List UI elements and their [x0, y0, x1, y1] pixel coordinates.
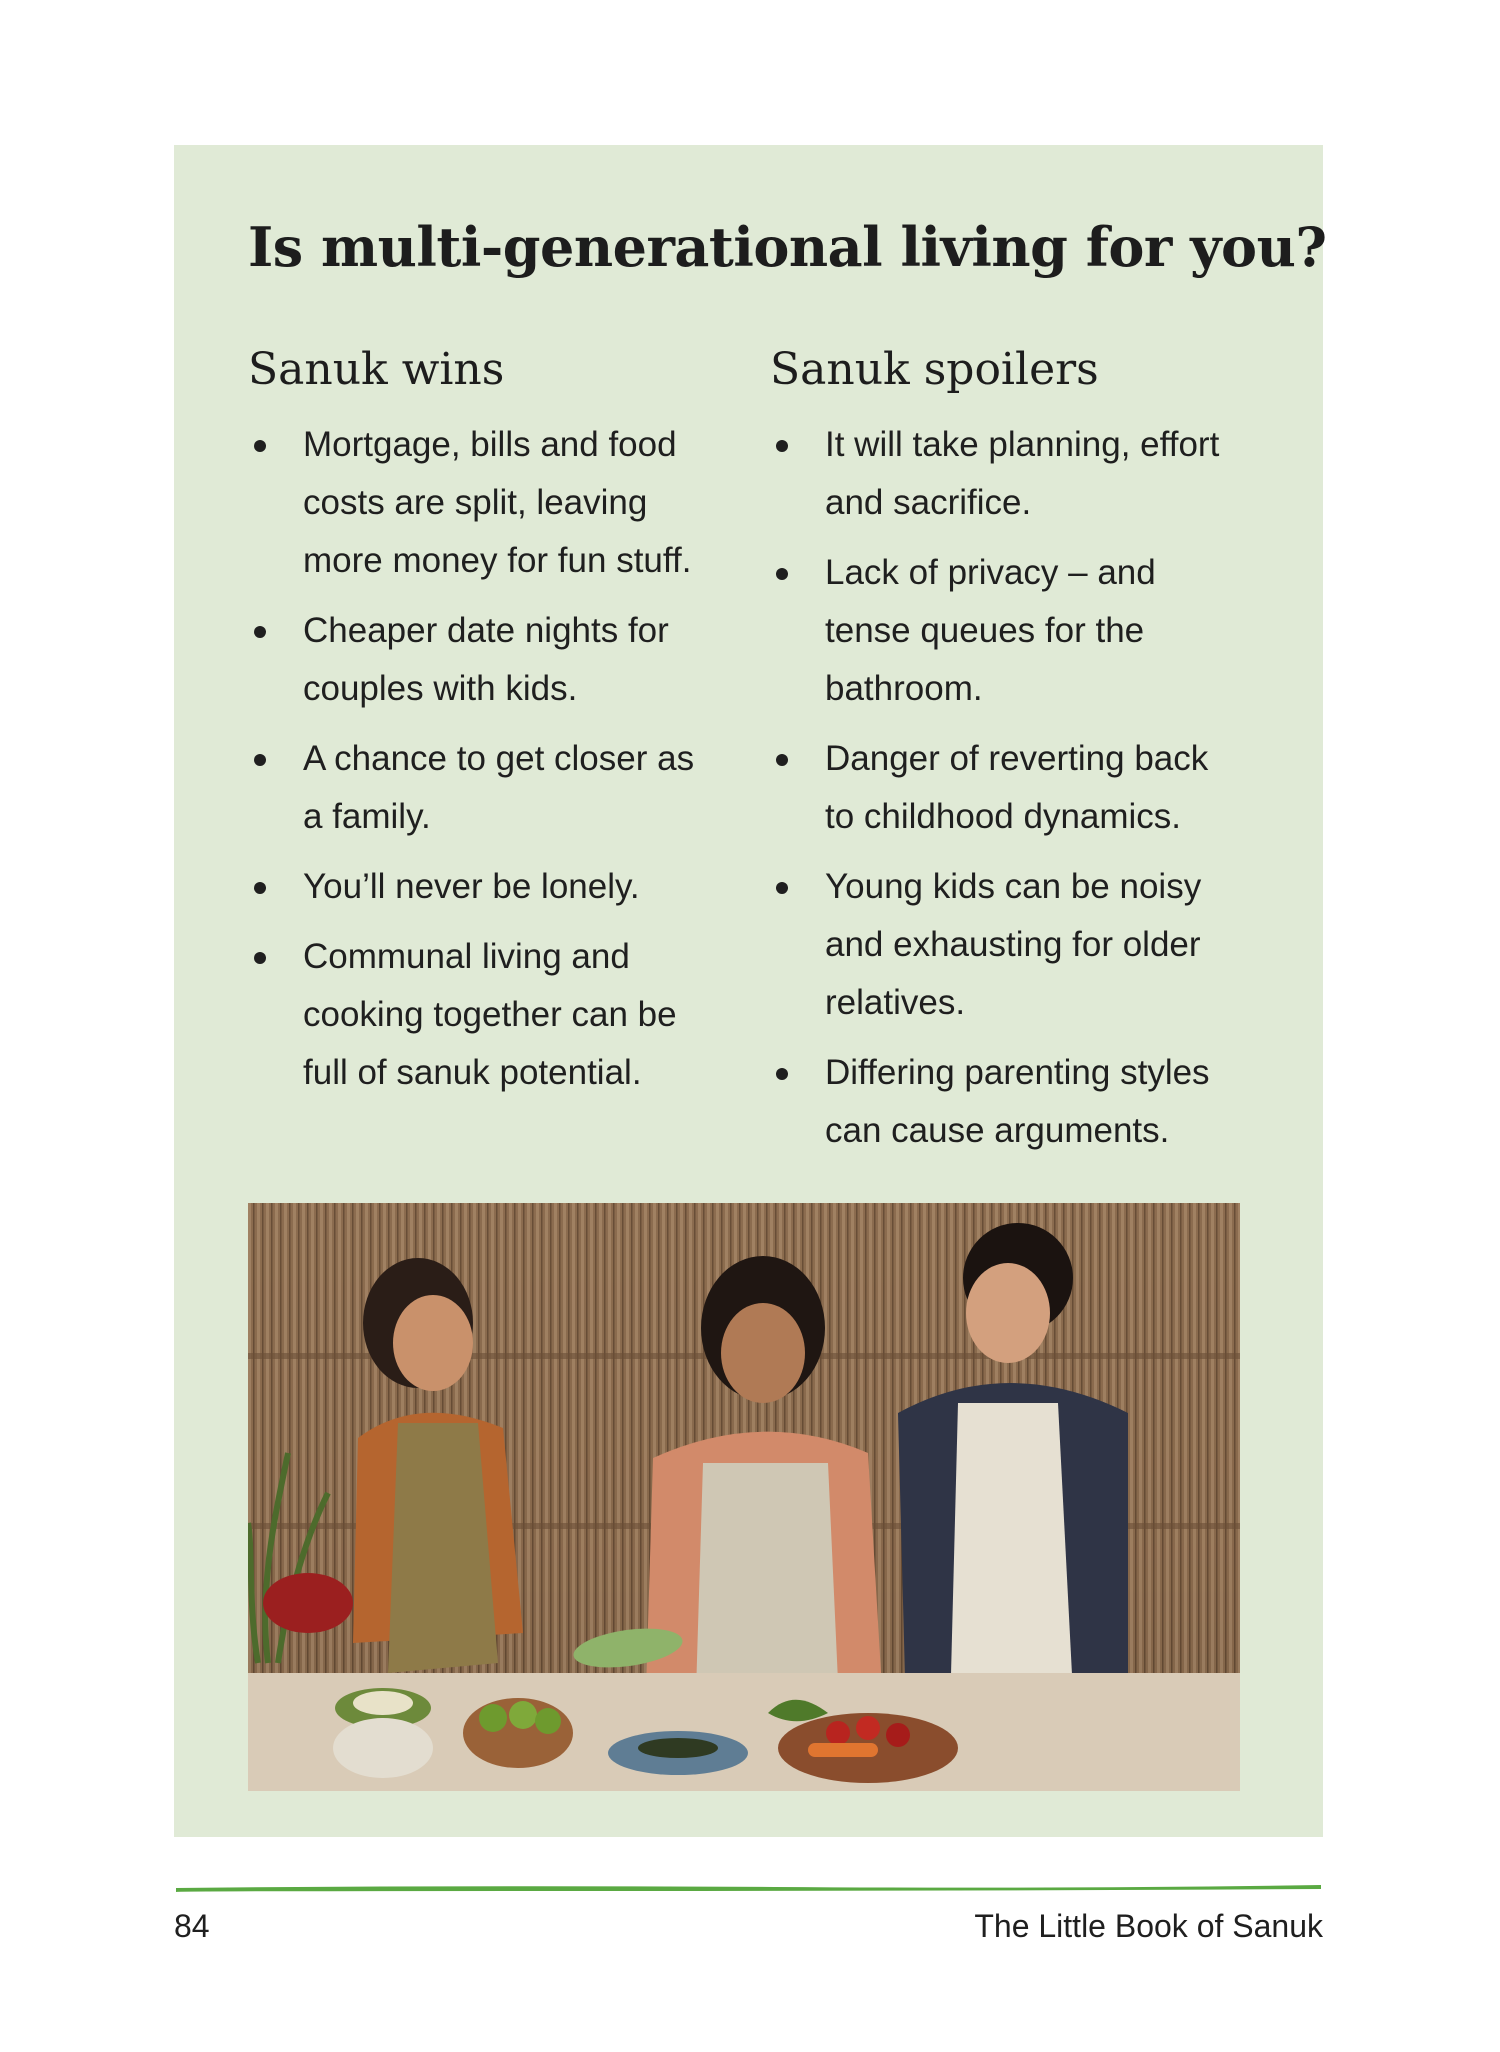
bullet-icon — [254, 754, 266, 766]
bullet-icon — [776, 882, 788, 894]
sanuk-wins-column — [248, 340, 708, 1114]
sanuk-wins-heading: Sanuk wins — [248, 344, 505, 395]
list-item — [770, 544, 1230, 718]
list-item — [770, 858, 1230, 1032]
sanuk-wins-list — [248, 416, 708, 1102]
box-title: Is multi-generational living for you? — [248, 215, 1327, 279]
list-item — [770, 1044, 1230, 1160]
list-item-text: You’ll never be lonely. — [303, 867, 640, 906]
list-item-text: Mortgage, bills and food costs are split, leaving more money for fun stuff. — [303, 425, 692, 580]
family-cooking-photo — [248, 1203, 1240, 1791]
bullet-icon — [776, 754, 788, 766]
list-item — [248, 730, 708, 846]
list-item-text: Cheaper date nights for couples with kids. — [303, 611, 669, 708]
bullet-icon — [254, 440, 266, 452]
list-item — [248, 928, 708, 1102]
list-item — [770, 730, 1230, 846]
list-item — [248, 416, 708, 590]
bullet-icon — [254, 952, 266, 964]
info-box — [174, 145, 1327, 1837]
bullet-icon — [776, 568, 788, 580]
list-item — [248, 858, 708, 916]
list-item-text: It will take planning, effort and sacrifice. — [825, 425, 1220, 522]
list-item-text: Young kids can be noisy and exhausting for older relatives. — [825, 867, 1202, 1022]
bullet-icon — [776, 440, 788, 452]
list-item — [248, 602, 708, 718]
list-item-text: Differing parenting styles can cause arguments. — [825, 1053, 1210, 1150]
list-item — [770, 416, 1230, 532]
bullet-icon — [254, 882, 266, 894]
list-item-text: Communal living and cooking together can be full of sanuk potential. — [303, 937, 677, 1092]
footer-rule — [174, 1880, 1323, 1894]
sanuk-spoilers-list — [770, 416, 1230, 1160]
list-item-text: Lack of privacy – and tense queues for the bathroom. — [825, 553, 1156, 708]
list-item-text: Danger of reverting back to childhood dynamics. — [825, 739, 1209, 836]
sanuk-spoilers-column — [770, 340, 1230, 1172]
sanuk-spoilers-heading: Sanuk spoilers — [770, 344, 1099, 395]
bullet-icon — [776, 1068, 788, 1080]
bullet-icon — [254, 626, 266, 638]
book-title: The Little Book of Sanuk — [974, 1908, 1323, 1944]
list-item-text: A chance to get closer as a family. — [303, 739, 695, 836]
page-number: 84 — [174, 1908, 210, 1944]
